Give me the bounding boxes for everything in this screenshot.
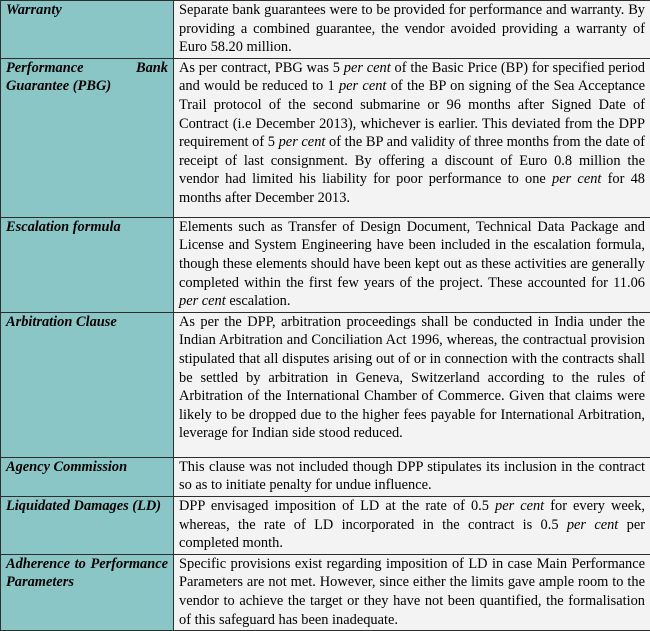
label-text: Liquidated Damages (LD)	[6, 497, 168, 516]
row-text-adherence: Specific provisions exist regarding imposition of LD in case Main Performance Parameters are not met. However, since either the limits gave ample room to the vendor to achieve the target or they have not been quantified, the formalisation of this safeguard has been inadequate.	[174, 554, 650, 630]
table-row	[1, 58, 650, 217]
label-text: Arbitration Clause	[6, 313, 168, 332]
row-text-warranty: Separate bank guarantees were to be provided for performance and warranty. By providing a combined guarantee, the vendor avoided providing a warranty of Euro 58.20 million.	[174, 1, 650, 59]
table-row	[1, 496, 650, 554]
table-row	[1, 217, 650, 312]
row-label-pbg	[1, 58, 174, 217]
row-text-arbitration: As per the DPP, arbitration proceedings shall be conducted in India under the Indian Arbitration and Conciliation Act 1996, whereas, the contractual provision stipulated that all disputes arising out of or in connection with the contracts shall be settled by arbitration in Geneva, Switzerland according to the rules of Arbitration of the International Chamber of Commerce. Given that claims were likely to be dropped due to the higher fees payable for International Arbitration, leverage for Indian side stood reduced.	[174, 312, 650, 457]
label-text: Warranty	[6, 1, 168, 20]
row-text-pbg: As per contract, PBG was 5 per cent of the Basic Price (BP) for specified period and would be reduced to 1 per cent of the BP on signing of the Sea Acceptance Trail protocol of the second submarine or 96 months after Signed Date of Contract (i.e December 2013), whichever is earlier. This deviated from the DPP requirement of 5 per cent of the BP and validity of three months from the date of receipt of last consignment. By offering a discount of Euro 0.8 million the vendor had limited his liability for poor performance to one per cent for 48 months after December 2013.	[174, 58, 650, 217]
row-label-escalation	[1, 217, 174, 312]
row-text-agency: This clause was not included though DPP stipulates its inclusion in the contract so as to initiate penalty for undue influence.	[174, 457, 650, 496]
label-text: Agency Commission	[6, 458, 168, 477]
table-row	[1, 1, 650, 59]
table-row	[1, 457, 650, 496]
label-text: Performance Bank Guarantee (PBG)	[6, 59, 168, 96]
row-label-ld	[1, 496, 174, 554]
row-label-warranty	[1, 1, 174, 59]
row-text-ld: DPP envisaged imposition of LD at the rate of 0.5 per cent for every week, whereas, the rate of LD incorporated in the contract is 0.5 per cent per completed month.	[174, 496, 650, 554]
row-label-adherence	[1, 554, 174, 630]
table-row	[1, 312, 650, 457]
table-row	[1, 554, 650, 630]
row-label-arbitration	[1, 312, 174, 457]
row-text-escalation: Elements such as Transfer of Design Document, Technical Data Package and License and System Engineering have been included in the escalation formula, though these elements should have been kept out as these activities are generally completed within the first few years of the project. These accounted for 11.06 per cent escalation.	[174, 217, 650, 312]
label-text: Escalation formula	[6, 218, 168, 237]
label-text: Adherence to Performance Parameters	[6, 555, 168, 592]
row-label-agency	[1, 457, 174, 496]
